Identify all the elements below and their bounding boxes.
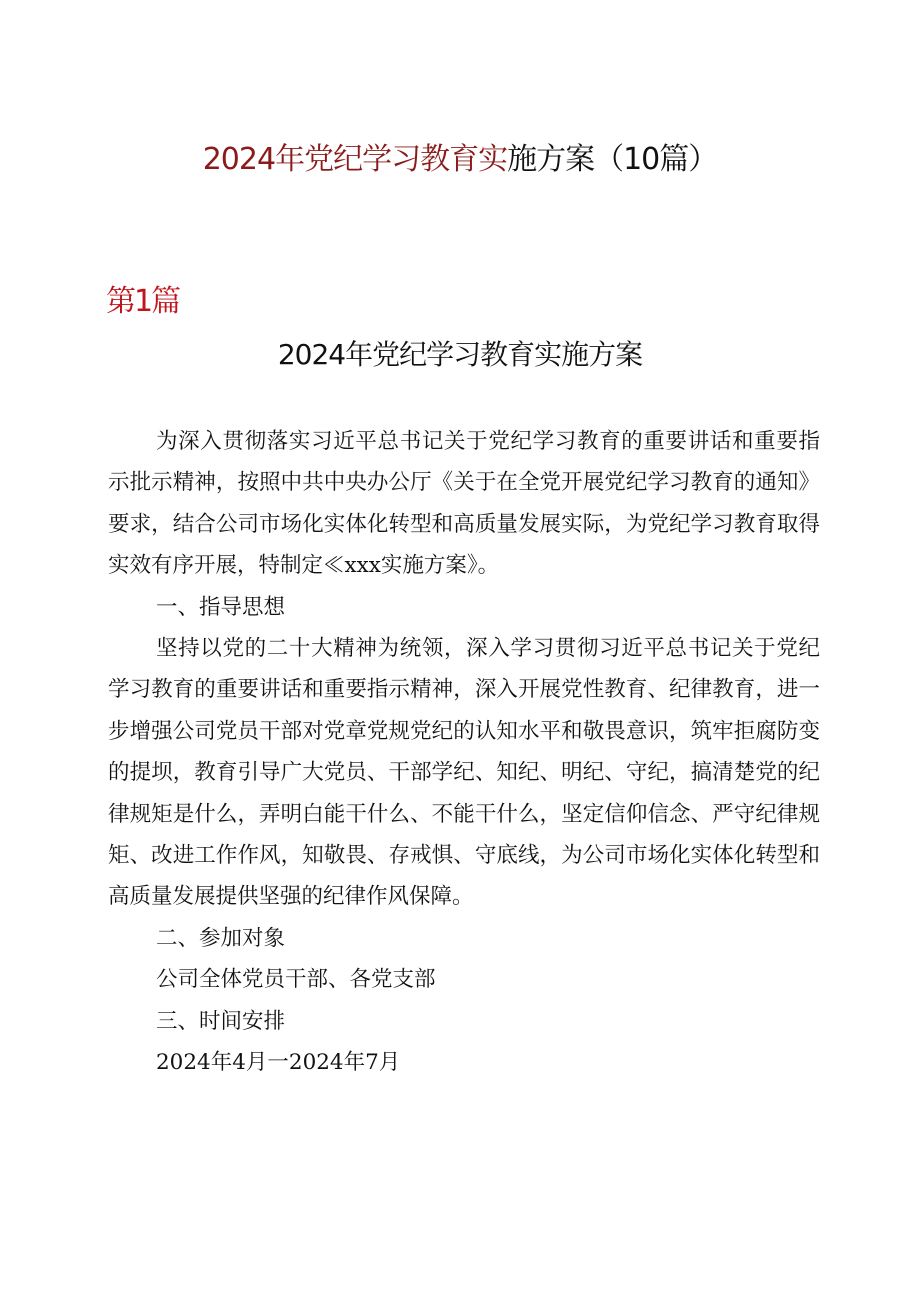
part-label: 第1篇 [106,284,180,319]
document-title [0,140,920,180]
guiding-ideology-paragraph: 坚持以党的二十大精神为统领，深入学习贯彻习近平总书记关于党纪学习教育的重要讲话和重要指示精神，深入开展党性教育、纪律教育，进一步增强公司党员干部对党章党规党纪的认知水平和敬畏意识，筑牢拒腐防变的提坝，教育引导广大党员、干部学纪、知纪、明纪、守纪，搞清楚党的纪律规矩是什么，弄明白能干什么、不能干什么，坚定信仰信念、严守纪律规矩、改进工作作风，知敬畏、存戒惧、守底线，为公司市场化实体化转型和高质量发展提供坚强的纪律作风保障。 [108,636,820,910]
section-heading-schedule: 三、时间安排 [156,1008,286,1034]
document-title-red-part: 2024年党纪学习教育实 [202,142,508,177]
section-heading-participants: 二、参加对象 [156,925,286,951]
document-body [108,421,820,1084]
participants-paragraph: 公司全体党员干部、各党支部 [156,967,436,993]
schedule-paragraph: 2024年4月一2024年7月 [156,1050,401,1076]
document-title-black-part: 施方案（10篇） [507,142,718,177]
intro-paragraph: 为深入贯彻落实习近平总书记关于党纪学习教育的重要讲话和重要指示批示精神，按照中共中央办公厅《关于在全党开展党纪学习教育的通知》要求，结合公司市场化实体化转型和高质量发展实际，为党纪学习教育取得实效有序开展，特制定≪xxx实施方案》。 [108,429,820,579]
section-heading-guiding-ideology: 一、指导思想 [156,594,286,620]
section-title: 2024年党纪学习教育实施方案 [277,338,643,371]
